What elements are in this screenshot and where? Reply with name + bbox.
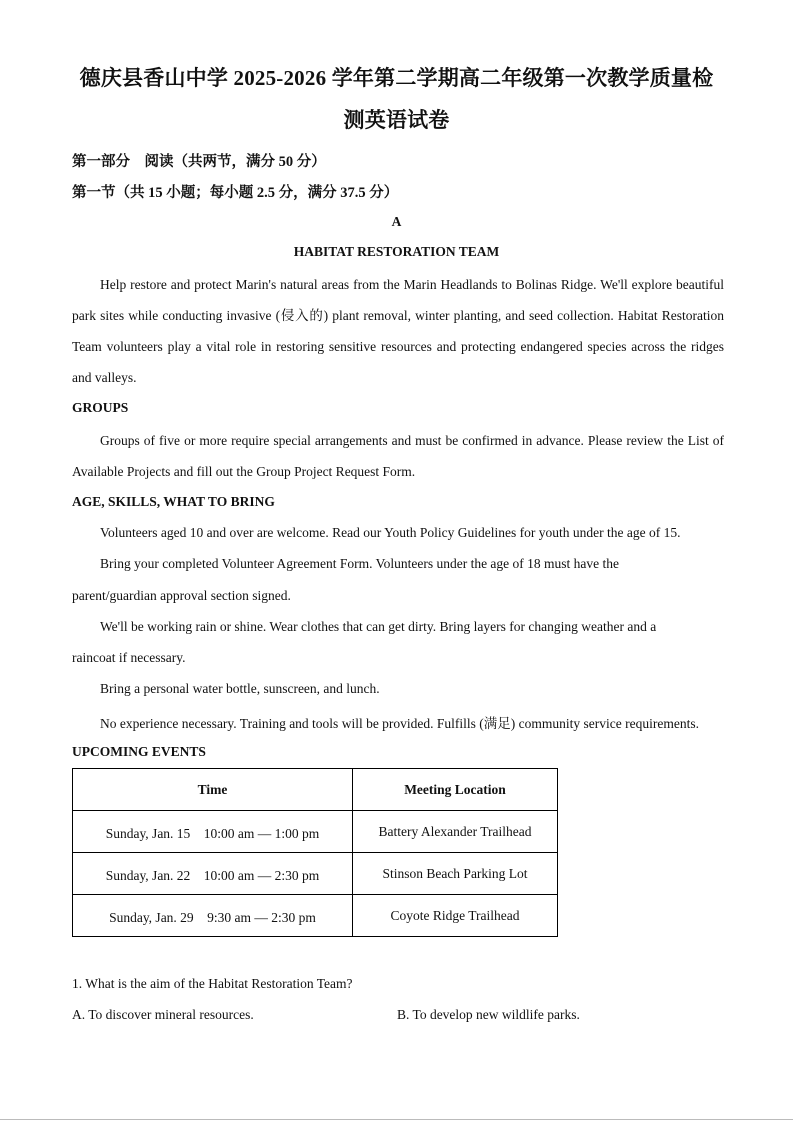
question-1-option-a: A. To discover mineral resources. <box>72 1007 254 1022</box>
age-paragraph-5: No experience necessary. Training and tools will be provided. Fulfills (满足) community service requirements. <box>100 716 699 731</box>
passage-title: HABITAT RESTORATION TEAM <box>293 244 500 259</box>
age-paragraph-3b: raincoat if necessary. <box>72 650 186 665</box>
event-time: Sunday, Jan. 22 10:00 am — 2:30 pm <box>73 853 353 895</box>
section-heading: 第一节（共 15 小题；每小题 2.5 分，满分 37.5 分） <box>72 185 399 201</box>
event-location: Stinson Beach Parking Lot <box>353 853 558 895</box>
events-table <box>72 768 558 937</box>
age-paragraph-2b: parent/guardian approval section signed. <box>72 588 291 603</box>
table-header-row <box>73 769 558 811</box>
groups-heading: GROUPS <box>72 400 129 415</box>
event-location: Battery Alexander Trailhead <box>353 811 558 853</box>
passage-label: A <box>391 214 402 229</box>
table-row <box>73 811 558 853</box>
event-time: Sunday, Jan. 15 10:00 am — 1:00 pm <box>73 811 353 853</box>
event-location: Coyote Ridge Trailhead <box>353 895 558 937</box>
table-row <box>73 895 558 937</box>
groups-paragraph: Groups of five or more require special arrangements and must be confirmed in advance. Please review the List of Available Projects and fill out the Group Project Request Form. <box>72 433 724 479</box>
table-row <box>73 853 558 895</box>
exam-title-line2: 测英语试卷 <box>343 108 450 132</box>
page-bottom-divider <box>0 1119 793 1120</box>
question-1-option-b: B. To develop new wildlife parks. <box>397 1007 580 1022</box>
age-paragraph-3a: We'll be working rain or shine. Wear clothes that can get dirty. Bring layers for changing weather and a <box>100 619 657 634</box>
age-heading: AGE, SKILLS, WHAT TO BRING <box>72 494 275 509</box>
time-header: Time <box>73 769 353 811</box>
location-header: Meeting Location <box>353 769 558 811</box>
question-1-stem: 1. What is the aim of the Habitat Restoration Team? <box>72 976 353 991</box>
age-paragraph-1: Volunteers aged 10 and over are welcome. Read our Youth Policy Guidelines for youth under the age of 15. <box>100 525 681 540</box>
exam-title-line1: 德庆县香山中学 2025-2026 学年第二学期高二年级第一次教学质量检 <box>79 66 714 90</box>
age-paragraph-4: Bring a personal water bottle, sunscreen, and lunch. <box>100 681 380 696</box>
age-paragraph-2a: Bring your completed Volunteer Agreement Form. Volunteers under the age of 18 must have the <box>100 556 620 571</box>
events-heading: UPCOMING EVENTS <box>72 744 206 759</box>
intro-paragraph: Help restore and protect Marin's natural areas from the Marin Headlands to Bolinas Ridge. We'll explore beautiful park sites while conducting invasive (侵入的) plant removal, winter planting, and seed collection. Habitat Restoration Team volunteers play a vital role in restoring sensitive resources and protecting endangered species across the ridges and valleys. <box>72 277 724 385</box>
part-heading: 第一部分 阅读（共两节，满分 50 分） <box>72 154 326 170</box>
event-time: Sunday, Jan. 29 9:30 am — 2:30 pm <box>73 895 353 937</box>
